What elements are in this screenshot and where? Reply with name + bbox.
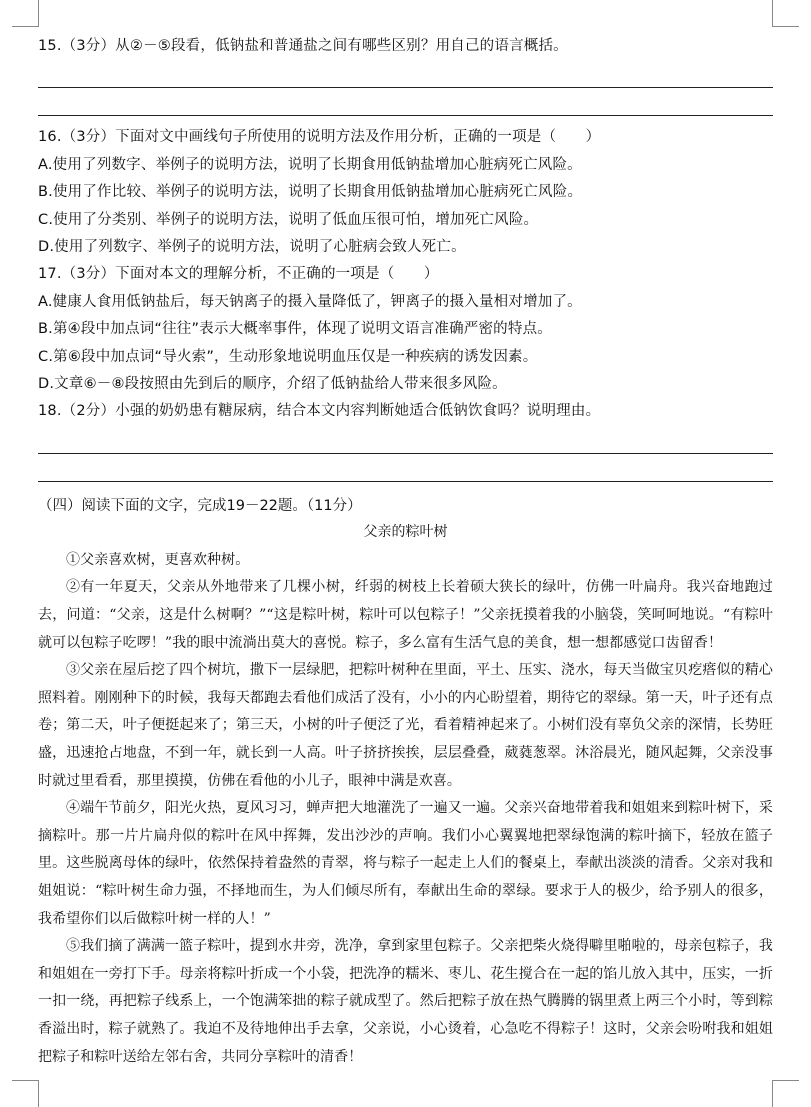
question-17: 17.（3分）下面对本文的理解分析，不正确的一项是（ ） xyxy=(38,266,439,283)
paragraph-4: ④端午节前夕，阳光火热，夏风习习，蝉声把大地灌洗了一遍又一遍。父亲兴奋地带着我和姐姐来到粽叶树下，采摘粽叶。那一片片扁舟似的粽叶在风中挥舞，发出沙沙的声响。我们小心翼翼地把翠绿饱满的粽叶摘下，轻放在篮子里。这些脱离母体的绿叶，依然保持着盎然的青翠，将与粽子一起走上人们的餐桌上，奉献出淡淡的清香。父亲对我和姐姐说：“粽叶树生命力强，不择地而生，为人们倾尽所有，奉献出生命的翠绿。要求于人的极少，给予别人的很多，我希望你们以后做粽叶树一样的人！” xyxy=(38,800,773,927)
option-17-c: C.第⑥段中加点词“导火索”，生动形象地说明血压仅是一种疾病的诱发因素。 xyxy=(38,348,538,365)
article-title: 父亲的粽叶树 xyxy=(363,523,448,540)
answer-line[interactable] xyxy=(38,60,773,88)
paragraph-2: ②有一年夏天，父亲从外地带来了几棵小树，纤弱的树枝上长着硕大狭长的绿叶，仿佛一叶扁舟。我兴奋地跑过去，问道：“父亲，这是什么树啊？”“这是粽叶树，粽叶可以包粽子！”父亲抚摸着我的小脑袋，笑呵呵地说。“有粽叶就可以包粽子吃啰！”我的眼中流淌出莫大的喜悦。粽子，多么富有生活气息的美食，想一想都感觉口齿留香！ xyxy=(38,579,773,651)
option-17-b: B.第④段中加点词“往往”表示大概率事件，体现了说明文语言准确严密的特点。 xyxy=(38,321,552,338)
paragraph-3: ③父亲在屋后挖了四个树坑，撒下一层绿肥，把粽叶树种在里面，平土、压实、浇水，每天当做宝贝疙瘩似的精心照料着。刚刚种下的时候，我每天都跑去看他们成活了没有，小小的内心盼望着，期待它的翠绿。第一天，叶子还有点卷；第二天，叶子便挺起来了；第三天，小树的叶子便泛了光，看着精神起来了。小树们没有辜负父亲的深情，长势旺盛，迅速抢占地盘，不到一年，就长到一人高。叶子挤挤挨挨，层层叠叠，葳蕤葱翠。沐浴晨光，随风起舞，父亲没事时就过里看看，那里摸摸，仿佛在看他的小儿子，眼神中满是欢喜。 xyxy=(38,662,773,789)
question-18: 18.（2分）小强的奶奶患有糖尿病，结合本文内容判断她适合低钠饮食吗？说明理由。 xyxy=(38,403,601,420)
option-16-a: A.使用了列数字、举例子的说明方法，说明了长期食用低钠盐增加心脏病死亡风险。 xyxy=(38,156,582,173)
exam-page xyxy=(38,0,773,1071)
option-16-b: B.使用了作比较、举例子的说明方法，说明了长期食用低钠盐增加心脏病死亡风险。 xyxy=(38,184,583,201)
crop-mark-bottom-left xyxy=(12,1080,39,1107)
answer-line[interactable] xyxy=(38,426,773,454)
option-17-d: D.文章⑥－⑧段按照由先到后的顺序，介绍了低钠盐给人带来很多风险。 xyxy=(38,376,507,393)
answer-line[interactable] xyxy=(38,454,773,482)
crop-mark-top-right xyxy=(772,0,799,27)
paragraph-1: ①父亲喜欢树，更喜欢种树。 xyxy=(66,551,250,568)
question-16: 16.（3分）下面对文中画线句子所使用的说明方法及作用分析，正确的一项是（ ） xyxy=(38,129,601,146)
crop-mark-top-left xyxy=(12,0,39,27)
crop-mark-bottom-right xyxy=(772,1080,799,1107)
option-17-a: A.健康人食用低钠盐后，每天钠离子的摄入量降低了，钾离子的摄入量相对增加了。 xyxy=(38,293,582,310)
option-16-c: C.使用了分类别、举例子的说明方法，说明了低血压很可怕，增加死亡风险。 xyxy=(38,211,539,228)
paragraph-5: ⑤我们摘了满满一篮子粽叶，提到水井旁，洗净，拿到家里包粽子。父亲把柴火烧得噼里啪啦的，母亲包粽子，我和姐姐在一旁打下手。母亲将粽叶折成一个小袋，把洗净的糯米、枣儿、花生搅合在一起的馅儿放入其中，压实，一折一扣一绕，再把粽子线系上，一个饱满笨拙的粽子就成型了。然后把粽子放在热气腾腾的锅里煮上两三个小时，等到粽香溢出时，粽子就熟了。我迫不及待地伸出手去拿，父亲说，小心烫着，心急吃不得粽子！这时，父亲会吩咐我和姐姐把粽子和粽叶送给左邻右舍，共同分享粽叶的清香！ xyxy=(38,938,773,1065)
option-16-d: D.使用了列数字、举例子的说明方法，说明了心脏病会致人死亡。 xyxy=(38,239,466,256)
answer-line[interactable] xyxy=(38,88,773,116)
section-heading: （四）阅读下面的文字，完成19－22题。（11分） xyxy=(38,497,362,514)
question-15: 15.（3分）从②－⑤段看，低钠盐和普通盐之间有哪些区别？用自己的语言概括。 xyxy=(38,38,568,54)
